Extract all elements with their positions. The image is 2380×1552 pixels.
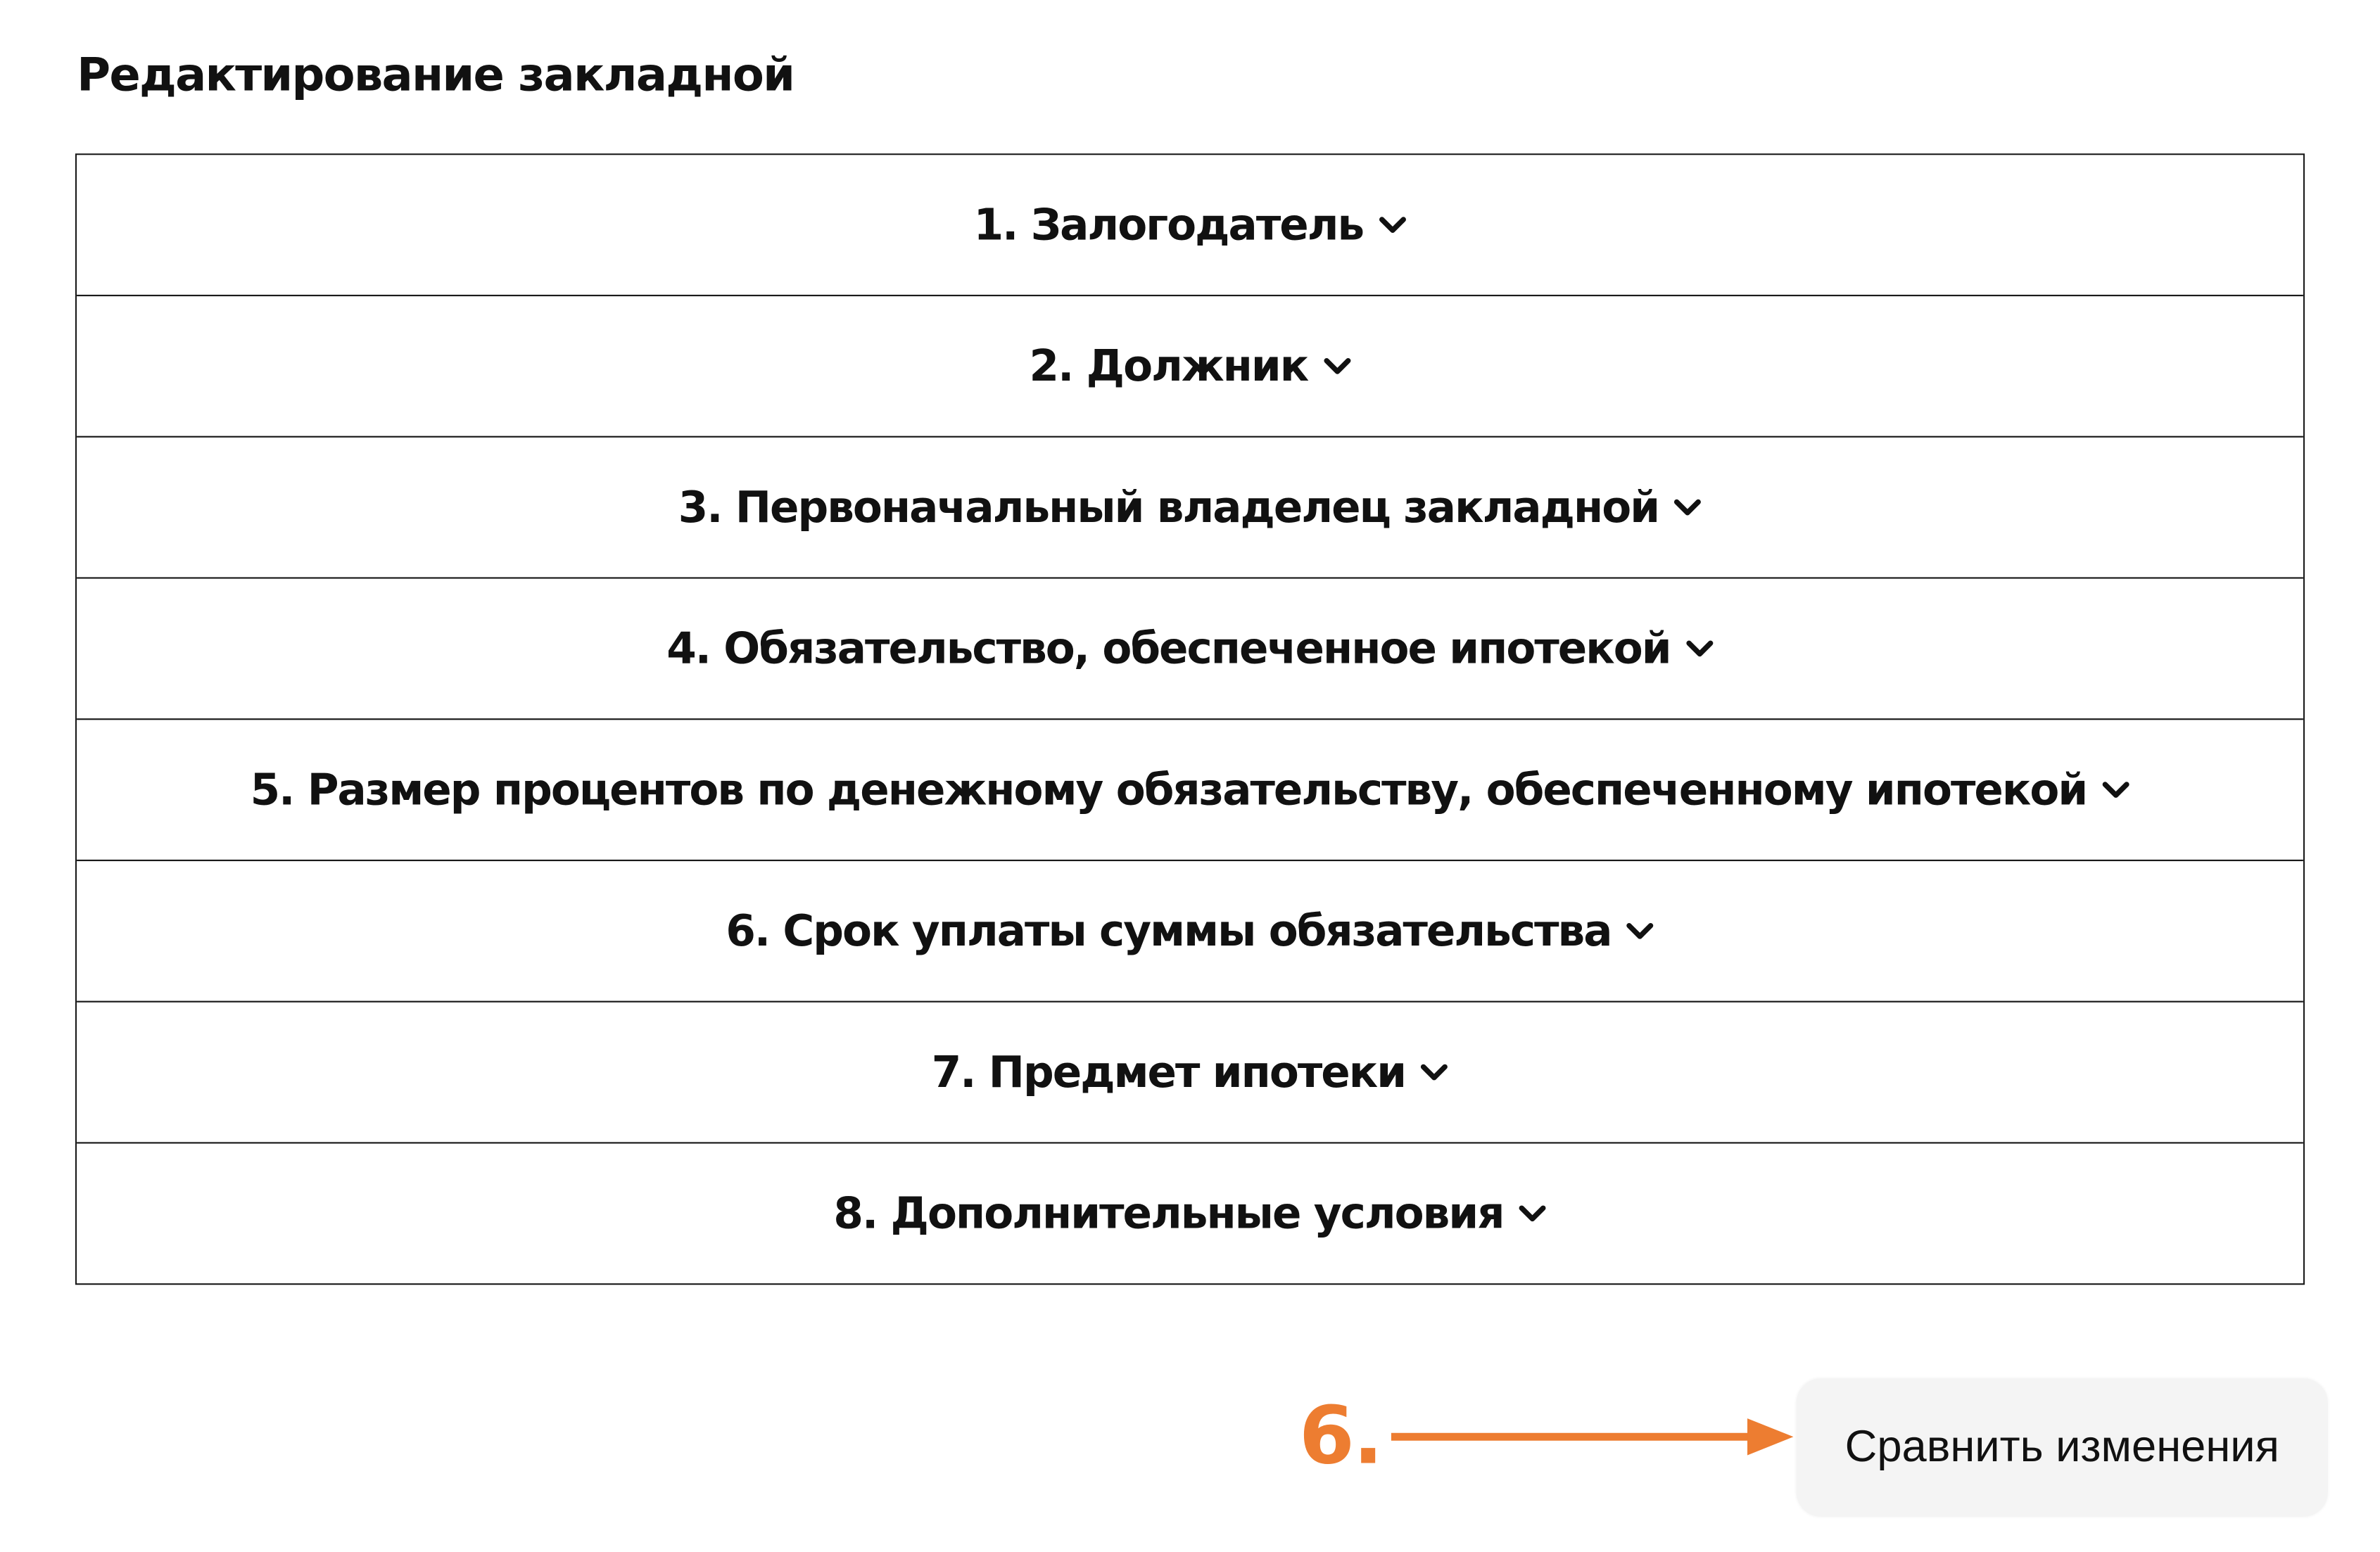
- section-label: 2. Должник: [1029, 341, 1308, 392]
- section-label: 7. Предмет ипотеки: [931, 1047, 1406, 1098]
- chevron-down-icon: [1379, 216, 1406, 234]
- section-row-payment-term[interactable]: [77, 860, 2303, 1001]
- section-label: 8. Дополнительные условия: [833, 1188, 1504, 1239]
- page-title: Редактирование закладной: [77, 49, 795, 103]
- section-label: 4. Обязательство, обеспеченное ипотекой: [666, 623, 1671, 674]
- section-row-mortgagor[interactable]: [77, 155, 2303, 295]
- chevron-down-icon: [2102, 780, 2129, 799]
- compare-changes-button[interactable]: Сравнить изменения: [1797, 1378, 2328, 1516]
- section-label: 3. Первоначальный владелец закладной: [678, 482, 1659, 533]
- chevron-down-icon: [1674, 498, 1702, 516]
- section-label: 6. Срок уплаты суммы обязательства: [726, 905, 1612, 957]
- chevron-down-icon: [1519, 1204, 1546, 1223]
- chevron-down-icon: [1626, 922, 1654, 940]
- chevron-down-icon: [1421, 1063, 1448, 1081]
- section-row-obligation[interactable]: [77, 577, 2303, 718]
- step-annotation: [1299, 1382, 1797, 1492]
- section-row-mortgage-subject[interactable]: [77, 1001, 2303, 1143]
- sections-accordion: [75, 153, 2305, 1285]
- chevron-down-icon: [1685, 640, 1713, 658]
- section-label: 5. Размер процентов по денежному обязательству, обеспеченному ипотекой: [250, 764, 2087, 815]
- step-number: 6.: [1298, 1390, 1382, 1483]
- section-row-original-owner[interactable]: [77, 436, 2303, 578]
- section-row-interest-rate[interactable]: [77, 718, 2303, 860]
- section-label: 1. Залогодатель: [973, 199, 1364, 250]
- chevron-down-icon: [1323, 357, 1350, 375]
- section-row-debtor[interactable]: [77, 295, 2303, 436]
- arrow-right-icon: [1391, 1414, 1797, 1460]
- section-row-additional-terms[interactable]: [77, 1142, 2303, 1283]
